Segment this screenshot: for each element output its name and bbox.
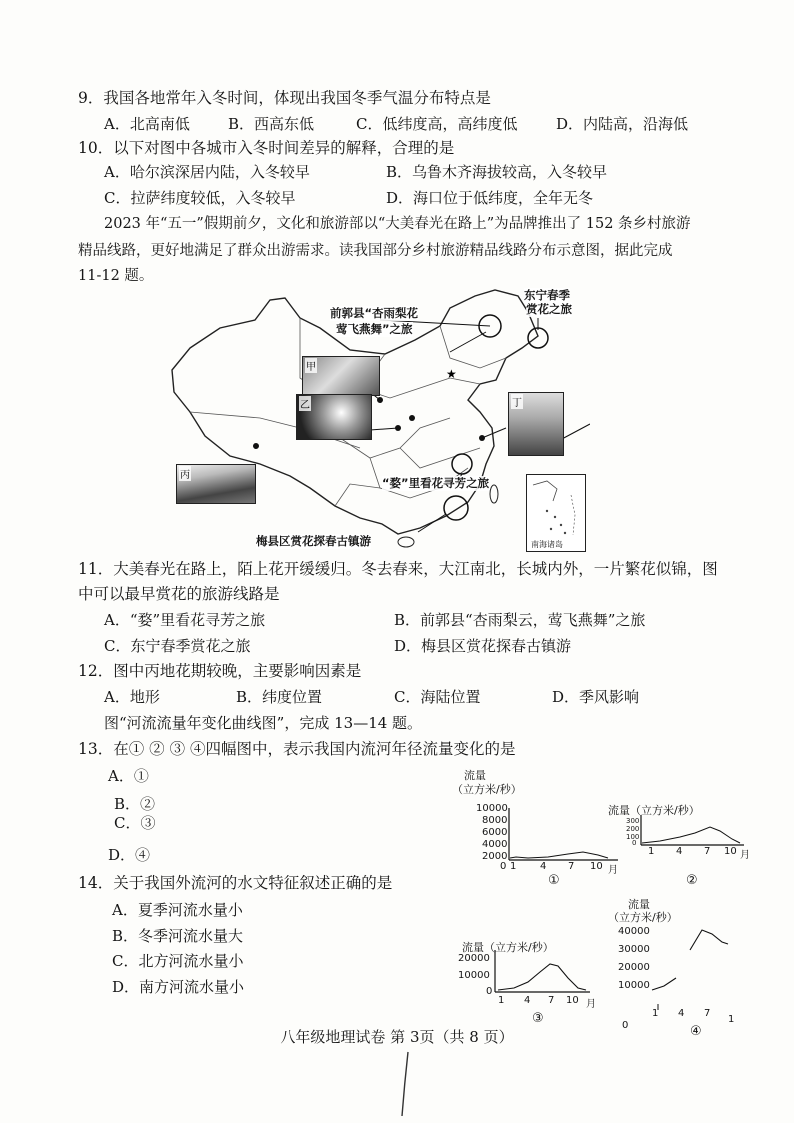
chart1-xtick: 4 [540,861,547,872]
photo-ding-label: 丁 [511,394,523,409]
q10-option-d: D．海口位于低纬度，全年无冬 [386,189,594,207]
chart4-title-line1: 流量 [628,898,650,911]
chart3-xtick: 4 [524,995,531,1006]
chart4-ytick: 40000 [618,926,650,937]
photo-ding [508,392,564,456]
q12-option-a: A．地形 [104,688,160,706]
photo-yi [296,394,372,440]
chart1-xtick: 月 [608,865,618,876]
chart4-xtick: 7 [704,1008,711,1019]
intro-11-12-line1: 2023 年“五一”假期前夕，文化和旅游部以“大美春光在路上”为品牌推出了 152 条乡村旅游 [104,216,691,232]
chart4-xtick: 1 [728,1014,735,1025]
chart3-ytick: 20000 [458,953,490,964]
chart3-xtick: 7 [548,995,555,1006]
chart2-title: 流量（立方米/秒） [608,804,700,817]
q11-option-d: D．梅县区赏花探春古镇游 [394,637,572,655]
svg-text:★: ★ [446,367,457,381]
chart1-xtick: 1 [510,861,517,872]
chart1-number: ① [548,873,560,888]
chart2-plot [640,815,750,849]
chart3-number: ③ [532,1011,544,1026]
q9-option-a: A．北高南低 [104,115,190,133]
q14-option-c: C．北方河流水量小 [112,952,244,970]
chart1-title-line2: （立方米/秒） [452,783,522,796]
intro-11-12-line2: 精品线路，更好地满足了群众出游需求。读我国部分乡村旅游精品线路分布示意图，据此完成 [78,243,673,259]
label-meixian-route: 梅县区赏花探春古镇游 [256,534,371,548]
photo-bing-label: 丙 [179,466,191,481]
q14-option-b: B．冬季河流水量大 [112,927,244,945]
chart1-title-line1: 流量 [464,769,486,782]
chart3-xtick: 1 [498,995,505,1006]
q13-stem: 13．在① ② ③ ④四幅图中，表示我国内流河年径流量变化的是 [78,740,516,758]
label-dongning-line1: 东宁春季 [524,288,570,302]
chart2-ytick: 100 [626,833,640,841]
chart1-ytick: 0 [500,861,507,872]
intro-13-14: 图“河流流量年变化曲线图”，完成 13—14 题。 [104,714,423,732]
chart4-ytick: 10000 [618,980,650,991]
q9-option-b: B．西高东低 [228,115,315,133]
q10-option-c: C．拉萨纬度较低，入冬较早 [104,189,296,207]
chart1-ytick: 2000 [482,851,508,862]
chart4-ytick: 20000 [618,962,650,973]
q10-option-a: A．哈尔滨深居内陆，入冬较早 [104,163,310,181]
label-wu-route: “婺”里看花寻芳之旅 [382,476,490,490]
chart4-plot [650,920,746,1010]
q10-stem: 10．以下对图中各城市入冬时间差异的解释，合理的是 [78,139,455,157]
chart3-ytick: 10000 [458,970,490,981]
chart1-ytick: 4000 [482,839,508,850]
q13-option-d: D．④ [108,846,151,864]
label-qianguo-line2: 莺飞燕舞”之旅 [336,322,413,336]
label-dongning-line2: 赏花之旅 [526,302,572,316]
chart1-ytick: 8000 [482,815,508,826]
q14-option-a: A．夏季河流水量小 [112,901,243,919]
rural-tourism-map [150,288,590,553]
chart2-xtick: 4 [676,846,683,857]
chart1-xtick: 10 [590,861,603,872]
chart2-xtick: 月 [740,850,750,861]
inset-label: 南海诸岛 [531,540,563,549]
chart2-ytick: 200 [626,825,640,833]
chart4-title-line2: （立方米/秒） [608,911,678,924]
chart3-title: 流量（立方米/秒） [462,941,554,954]
q10-option-b: B．乌鲁木齐海拔较高，入冬较早 [386,163,608,181]
q12-option-d: D．季风影响 [552,688,640,706]
q11-stem-line2: 中可以最早赏花的旅游线路是 [78,585,280,603]
chart4-ytick: 30000 [618,944,650,955]
photo-yi-label: 乙 [299,396,311,411]
q13-option-b: B．② [114,795,156,813]
page-footer: 八年级地理试卷 第 3页（共 8 页） [280,1028,514,1046]
chart4-ytick: 0 [622,1020,629,1031]
south-china-sea-inset [526,474,586,552]
photo-jia-label: 甲 [305,358,317,373]
chart2-number: ② [686,873,698,888]
q14-option-d: D．南方河流水量小 [112,978,245,996]
label-qianguo-line1: 前郭县“杏雨梨花 [330,306,419,320]
chart3-xtick: 月 [586,999,596,1010]
chart2-xtick: 1 [648,846,655,857]
q12-stem: 12．图中丙地花期较晚，主要影响因素是 [78,662,362,680]
chart3-ytick: 0 [486,986,493,997]
chart4-xtick: 4 [678,1008,685,1019]
chart1-xtick: 7 [568,861,575,872]
photo-jia [302,356,380,396]
pen-stroke-mark [396,1050,416,1120]
chart3-xtick: 10 [566,995,579,1006]
q12-option-b: B．纬度位置 [236,688,323,706]
chart2-xtick: 10 [724,846,737,857]
q11-stem-line1: 11．大美春光在路上，陌上花开缓缓归。冬去春来，大江南北，长城内外，一片繁花似锦，图 [78,560,718,578]
chart2-xtick: 7 [704,846,711,857]
intro-11-12-line3: 11-12 题。 [78,268,154,284]
q13-option-c: C．③ [114,814,156,832]
photo-bing [176,464,256,504]
chart2-ytick: 300 [626,817,640,825]
q12-option-c: C．海陆位置 [394,688,481,706]
chart4-xtick: 1 [652,1008,659,1019]
q11-option-a: A．“婺”里看花寻芳之旅 [104,611,266,629]
chart1-ytick: 6000 [482,827,508,838]
chart1-ytick: 10000 [476,803,508,814]
q11-option-b: B．前郭县“杏雨梨云，莺飞燕舞”之旅 [394,611,646,629]
chart4-number: ④ [690,1024,702,1039]
chart2-ytick: 0 [632,839,637,847]
q14-stem: 14．关于我国外流河的水文特征叙述正确的是 [78,874,393,892]
q11-option-c: C．东宁春季赏花之旅 [104,637,251,655]
q13-option-a: A．① [108,767,149,785]
chart3-plot [494,950,594,996]
q9-option-c: C．低纬度高，高纬度低 [356,115,518,133]
q9-option-d: D．内陆高，沿海低 [556,115,689,133]
q9-stem: 9．我国各地常年入冬时间，体现出我国冬季气温分布特点是 [78,89,491,107]
